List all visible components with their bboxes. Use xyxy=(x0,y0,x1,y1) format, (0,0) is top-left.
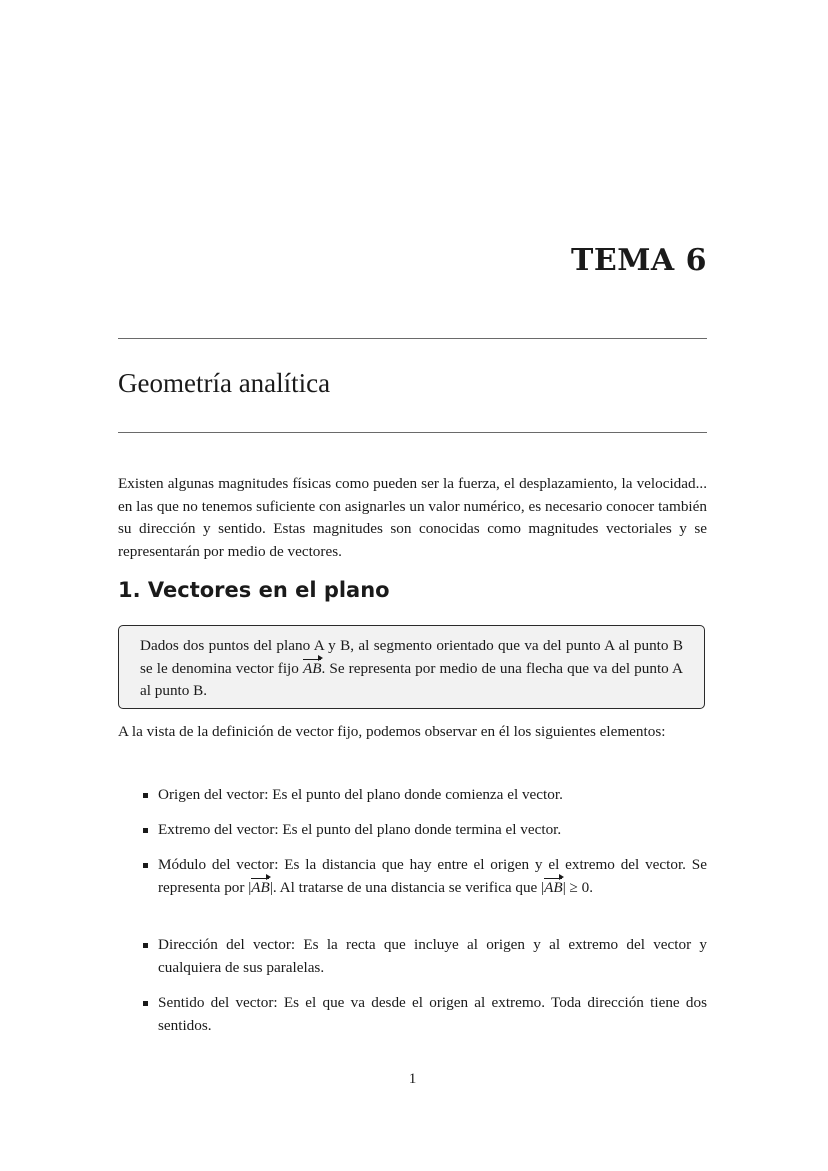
intro-paragraph: Existen algunas magnitudes físicas como pueden ser la fuerza, el desplazamiento, la velocidad... en las que no tenemos suficiente con asignarles un valor numérico, es necesario conocer también su dirección y sentido. Estas magnitudes son conocidas como magnitudes vectoriales y se representarán por medio de vectores. xyxy=(118,475,707,560)
list-item-text: | ≥ 0. xyxy=(562,878,594,896)
list-item-text: Dirección del vector: Es la recta que incluye al origen y al extremo del vector y cualquiera de sus paralelas. xyxy=(158,936,707,976)
bullet-icon xyxy=(143,1001,148,1006)
list-item-text: Módulo del vector: Es la distancia que hay entre el origen y el extremo del vector. Se representa por | xyxy=(158,856,707,896)
bullet-icon xyxy=(143,943,148,948)
vector-ab: AB xyxy=(544,877,563,900)
bullet-icon xyxy=(143,863,148,868)
vector-ab: AB xyxy=(303,658,322,681)
chapter-label: TEMA 6 xyxy=(571,243,707,278)
list-item-end xyxy=(158,819,707,842)
page-number: 1 xyxy=(408,1070,417,1087)
list-item-direction xyxy=(158,934,707,979)
definition-text-start: Dados dos puntos del plano A y B, al segmento orientado que va del punto A al punto B se le denomina vector fijo xyxy=(140,637,683,677)
list-item-text: Extremo del vector: Es el punto del plano donde termina el vector. xyxy=(158,821,562,838)
title-rule-top xyxy=(118,338,707,339)
list-item-text: Sentido del vector: Es el que va desde el origen al extremo. Toda dirección tiene dos sentidos. xyxy=(158,994,707,1034)
list-item-sense xyxy=(158,992,707,1037)
elements-lead: A la vista de la definición de vector fijo, podemos observar en él los siguientes elementos: xyxy=(118,723,666,740)
list-item-text: Origen del vector: Es el punto del plano donde comienza el vector. xyxy=(158,786,563,803)
list-item-text: |. Al tratarse de una distancia se verifica que | xyxy=(269,878,545,896)
chapter-title: Geometría analítica xyxy=(118,368,331,398)
list-item-origin xyxy=(158,784,707,807)
bullet-icon xyxy=(143,828,148,833)
title-rule-bottom xyxy=(118,432,707,433)
bullet-icon xyxy=(143,793,148,798)
vector-ab: AB xyxy=(251,877,270,900)
list-item-modulus xyxy=(158,854,707,899)
definition-text-end: . Se representa por medio de una flecha que va del punto A al punto B. xyxy=(140,659,683,699)
definition-box xyxy=(118,625,705,709)
section-title: 1. Vectores en el plano xyxy=(118,578,390,602)
